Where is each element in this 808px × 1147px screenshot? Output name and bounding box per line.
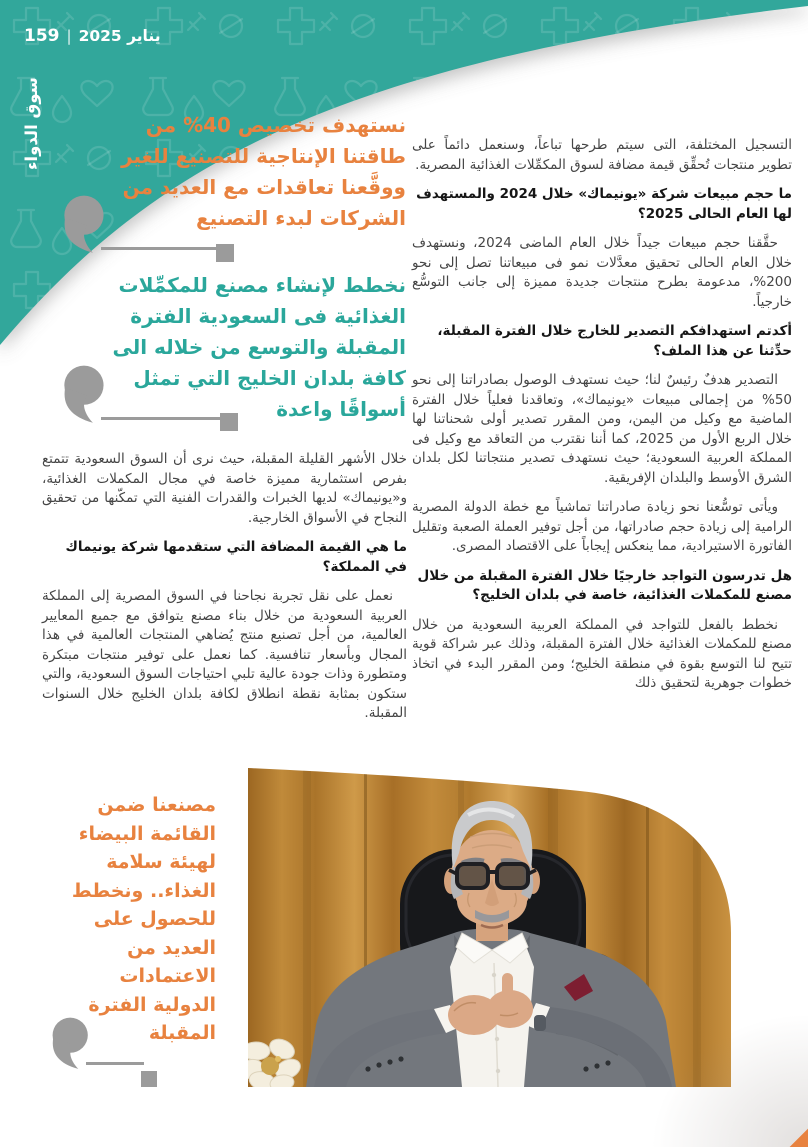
article-paragraph: التصدير هدفٌ رئيسٌ لنا؛ حيث نستهدف الوصول بصادراتنا إلى نحو 50% من إجمالى مبيعات «يونيماك»، وتعاقدنا فعلياً خلال الفترة الماضية مع وكيل من اليمن، ومن المقرر تصدير أولى شحناتنا لها خلال الربع الأول من 2025، كما أننا نقترب من التعاقد مع وكيل فى المملكة العربية السعودية؛ حيث نستهدف تصدير منتجاتنا لكل بلدان الشرق الأوسط والبلدان الإفريقية. (412, 372, 792, 486)
quote-divider-line (101, 417, 223, 420)
quote-divider-line (101, 247, 219, 250)
wristwatch (534, 1015, 546, 1031)
interview-question: هل تدرسون التواجد خارجيًا خلال الفترة المقبلة من خلال مصنع للمكملات الغذائية، خاصة في بلدان الخليج؟ (417, 567, 792, 603)
article-column-right (412, 136, 792, 704)
article-paragraph: ويأتى توسُّعنا نحو زيادة صادراتنا تماشياً مع خطة الدولة المصرية الرامية إلى زيادة حجم صادراتها، من أجل توفير العملة الصعبة وتقليل الفاتورة الاستيرادية، مما ينعكس إيجاباً على الاقتصاد المصرى. (412, 499, 792, 554)
article-paragraph: التسجيل المختلفة، التى سيتم طرحها تباعاً، وسنعمل دائماً على تطوير منتجات تُحقِّق قيمة مضافة لسوق المكمِّلات الغذائية المصرية. (412, 137, 792, 173)
quote-mark-icon (46, 1016, 90, 1072)
issue-number: 159 (24, 26, 60, 46)
magazine-title-vertical: سوق الدواء (22, 77, 41, 170)
article-paragraph: حقَّقنا حجم مبيعات جيداً خلال العام الماضى 2024، ونستهدف خلال العام الحالى تحقيق معدَّلات نمو فى مبيعاتنا تصل إلى نحو 200%، مدعومة بطرح منتجات جديدة مميزة إلى جانب التوسُّع خارجياً. (412, 235, 792, 310)
quote-divider-square (220, 413, 238, 431)
article-paragraph: نخطط بالفعل للتواجد في المملكة العربية السعودية من خلال مصنع للمكملات الغذائية خلال الفترة المقبلة، وذلك عبر شراكة قوية تتيح لنا التوسع بقوة في منطقة الخليج؛ ومن المقرر البدء في اتخاذ خطوات جوهرية لتحقيق ذلك (412, 616, 792, 691)
interview-question: ما هي القيمة المضافة التي ستقدمها شركة يونيماك في المملكة؟ (65, 539, 407, 575)
quote-divider-line (86, 1062, 144, 1065)
quote-divider-square (216, 244, 234, 262)
article-column-left (42, 450, 407, 734)
pull-quote-1: نستهدف تخصيص 40% من طاقتنا الإنتاجية للتصنيع للغير ووقَّعنا تعاقدات مع العديد من الشركات لبدء التصنيع (121, 113, 406, 230)
quote-mark-icon (57, 194, 106, 256)
interview-question: ما حجم مبيعات شركة «يونيماك» خلال 2024 والمستهدف لها العام الحالى 2025؟ (416, 186, 792, 222)
issue-separator: | (66, 27, 72, 45)
quote-mark-icon (57, 364, 106, 426)
quote-divider-square (141, 1071, 157, 1087)
issue-date: يناير 2025 (78, 27, 161, 45)
article-paragraph: نعمل على نقل تجربة نجاحنا في السوق المصرية إلى المملكة العربية السعودية من خلال بناء مصنع يتوافق مع جميع المعايير العالمية، من أجل تصنيع منتج يُضاهي المنتجات العالمية في هذا المجال وبأسعار تنافسية. كما نعمل على توفير منتجات مبتكرة ومتطورة وذات جودة عالية تلبي احتياجات السوق السعودية، والتي ستكون بمثابة نقطة انطلاق لكافة بلدان الخليج خلال السنوات المقبلة. (42, 588, 407, 721)
pull-quote-2: نخطط لإنشاء مصنع للمكمِّلات الغذائية فى السعودية الفترة المقبلة والتوسع من خلاله الى كافة بلدان الخليج التي تمثل أسواقًا واعدة (112, 273, 406, 421)
issue-line (24, 26, 161, 46)
article-paragraph: خلال الأشهر القليلة المقبلة، حيث نرى أن السوق السعودية تتمتع بفرص استثمارية مميزة خاصة في مجال المكملات الغذائية، و«يونيماك» لديها الخبرات والقدرات الفنية التي تمكّنها من تحقيق النجاح في الأسواق الخارجية. (42, 451, 407, 526)
page-corner-shadow (608, 977, 808, 1147)
interview-question: أكدتم استهدافكم التصدير للخارج خلال الفترة المقبلة، حدِّثنا عن هذا الملف؟ (437, 323, 792, 359)
pull-quote-3: مصنعنا ضمن القائمة البيضاء لهيئة سلامة الغذاء.. ونخطط للحصول على العديد من الاعتمادات الدولية الفترة المقبلة (71, 794, 216, 1044)
